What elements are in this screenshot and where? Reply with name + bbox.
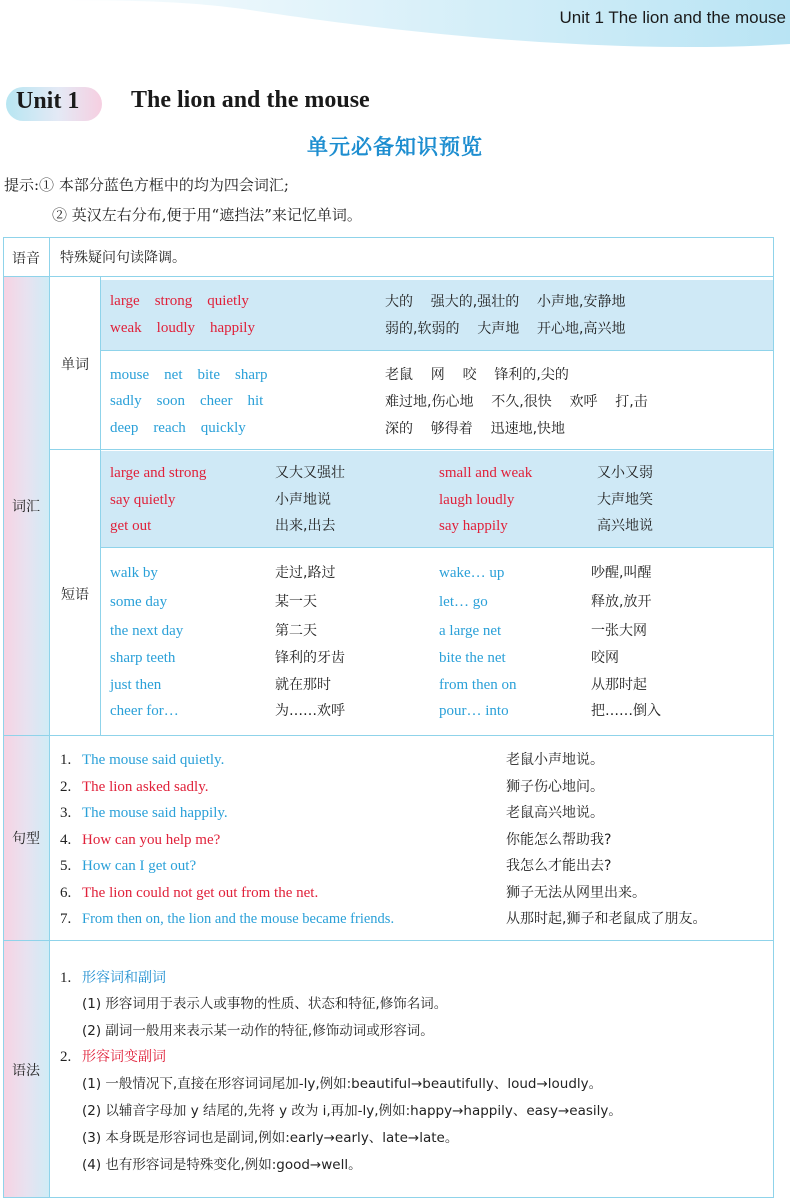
phrase-cn: 某一天 [275, 594, 317, 610]
sentence-en: The lion asked sadly. [82, 779, 209, 795]
phrase-en: the next day [110, 623, 184, 639]
hint-line-2: ② 英汉左右分布,便于用“遮挡法”来记忆单词。 [52, 206, 362, 224]
phrase-cn: 一张大网 [591, 623, 647, 639]
sentence-number: 6. [60, 885, 72, 901]
phrase-en: wake… up [439, 565, 505, 581]
section-title: 单元必备知识预览 [307, 135, 483, 159]
sentence-cn: 狮子无法从网里出来。 [506, 885, 646, 901]
sentence-cn: 老鼠高兴地说。 [506, 805, 604, 821]
grammar-head: 形容词变副词 [82, 1049, 166, 1065]
phrase-cn: 把……倒入 [591, 703, 661, 719]
word-meaning-line: 大的 强大的,强壮的 小声地,安静地 [385, 294, 626, 310]
knowledge-table [3, 237, 774, 1198]
phrase-cn: 小声地说 [275, 492, 331, 508]
phrase-cn: 高兴地说 [597, 518, 653, 534]
word-line: weak loudly happily [110, 320, 255, 336]
sentence-number: 4. [60, 832, 72, 848]
sentence-en: How can you help me? [82, 832, 221, 848]
grammar-head: 形容词和副词 [82, 970, 166, 986]
grammar-head-number: 1. [60, 970, 72, 986]
phrase-en: say happily [439, 518, 508, 534]
word-meaning-line: 老鼠 网 咬 锋利的,尖的 [385, 367, 569, 383]
word-meaning-line: 深的 够得着 迅速地,快地 [385, 421, 566, 437]
grammar-line: (1) 一般情况下,直接在形容词词尾加-ly,例如:beautiful→beautifully、loud→loudly。 [82, 1076, 603, 1092]
sentence-number: 2. [60, 779, 72, 795]
phrase-cn: 出来,出去 [275, 518, 336, 534]
sentence-cn: 老鼠小声地说。 [506, 752, 604, 768]
grammar-head-number: 2. [60, 1049, 72, 1065]
phrase-en: just then [110, 677, 162, 693]
sentence-number: 5. [60, 858, 72, 874]
phrase-cn: 咬网 [591, 650, 619, 666]
phrase-cn: 又大又强壮 [275, 465, 345, 481]
word-line: large strong quietly [110, 293, 249, 309]
sentence-en: The mouse said happily. [82, 805, 228, 821]
phrase-cn: 第二天 [275, 623, 317, 639]
sentence-cn: 我怎么才能出去? [506, 858, 612, 874]
phrase-en: bite the net [439, 650, 506, 666]
phrase-en: some day [110, 594, 168, 610]
word-line: mouse net bite sharp [110, 367, 268, 383]
category-strip [4, 277, 49, 1197]
phrase-cn: 又小又弱 [597, 465, 653, 481]
word-line: deep reach quickly [110, 420, 246, 436]
phrase-cn: 走过,路过 [275, 565, 336, 581]
category-pronunciation: 语音 [12, 251, 40, 267]
category-grammar: 语法 [12, 1063, 40, 1079]
phrase-en: small and weak [439, 465, 533, 481]
phrase-cn: 就在那时 [275, 677, 331, 693]
word-line: sadly soon cheer hit [110, 393, 264, 409]
grammar-line: (1) 形容词用于表示人或事物的性质、状态和特征,修饰名词。 [82, 996, 448, 1012]
phrase-en: cheer for… [110, 703, 179, 719]
subcategory-phrases: 短语 [61, 587, 89, 603]
sentence-cn: 狮子伤心地问。 [506, 779, 604, 795]
phrase-en: large and strong [110, 465, 207, 481]
phrase-en: from then on [439, 677, 517, 693]
grammar-line: (2) 副词一般用来表示某一动作的特征,修饰动词或形容词。 [82, 1023, 434, 1039]
unit-title: The lion and the mouse [131, 87, 370, 113]
word-meaning-line: 难过地,伤心地 不久,很快 欢呼 打,击 [385, 394, 648, 410]
phrase-cn: 从那时起 [591, 677, 647, 693]
phrase-en: walk by [110, 565, 158, 581]
grammar-line: (2) 以辅音字母加 y 结尾的,先将 y 改为 i,再加-ly,例如:happy→happily、easy→easily。 [82, 1103, 622, 1119]
phrase-en: get out [110, 518, 152, 534]
phrase-en: let… go [439, 594, 488, 610]
phrase-en: a large net [439, 623, 502, 639]
sentence-en: The lion could not get out from the net. [82, 885, 319, 901]
running-title: Unit 1 The lion and the mouse [559, 8, 786, 27]
word-meaning-line: 弱的,软弱的 大声地 开心地,高兴地 [385, 321, 626, 337]
hint-line-1: 提示:① 本部分蓝色方框中的均为四会词汇; [4, 176, 289, 194]
sentence-number: 1. [60, 752, 72, 768]
unit-number: Unit 1 [16, 88, 80, 114]
phrase-en: sharp teeth [110, 650, 176, 666]
phrase-en: pour… into [439, 703, 509, 719]
sentence-number: 3. [60, 805, 72, 821]
grammar-line: (4) 也有形容词是特殊变化,例如:good→well。 [82, 1157, 362, 1173]
sentence-en: The mouse said quietly. [82, 752, 225, 768]
sentence-cn: 你能怎么帮助我? [506, 832, 612, 848]
subcategory-words: 单词 [61, 357, 89, 373]
phrase-cn: 大声地笑 [597, 492, 653, 508]
phrase-en: laugh loudly [439, 492, 515, 508]
sentence-number: 7. [60, 911, 72, 927]
sentence-cn: 从那时起,狮子和老鼠成了朋友。 [506, 911, 707, 927]
phrase-cn: 释放,放开 [591, 594, 652, 610]
category-vocabulary: 词汇 [12, 499, 40, 515]
category-sentences: 句型 [12, 831, 40, 847]
phrase-cn: 为……欢呼 [275, 703, 345, 719]
phrase-cn: 吵醒,叫醒 [591, 565, 652, 581]
pronunciation-text: 特殊疑问句读降调。 [60, 250, 186, 266]
sentence-en: From then on, the lion and the mouse became friends. [82, 911, 395, 927]
phrase-en: say quietly [110, 492, 176, 508]
sentence-en: How can I get out? [82, 858, 197, 874]
core-words-box [101, 280, 773, 350]
phrase-cn: 锋利的牙齿 [275, 650, 345, 666]
grammar-line: (3) 本身既是形容词也是副词,例如:early→early、late→late。 [82, 1130, 459, 1146]
